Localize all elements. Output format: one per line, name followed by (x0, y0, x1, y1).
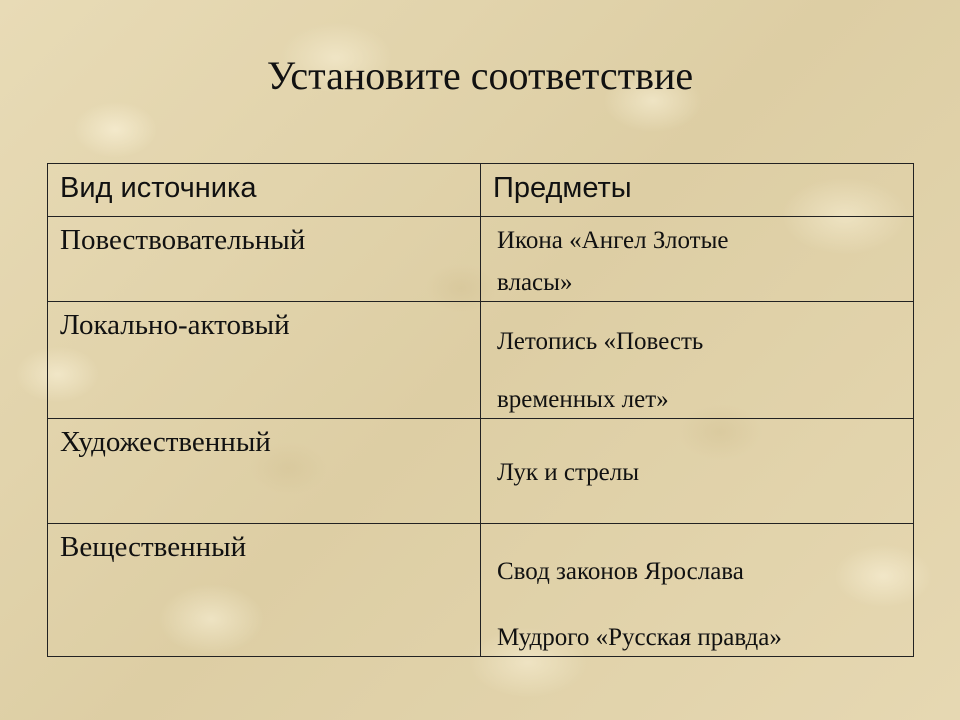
object-label-line1: Лук и стрелы (497, 459, 640, 486)
table-row (48, 217, 914, 302)
object-cell (481, 217, 914, 302)
object-cell (481, 419, 914, 524)
object-cell (481, 524, 914, 657)
object-cell (481, 302, 914, 419)
table-row (48, 419, 914, 524)
source-type-cell (48, 524, 481, 657)
source-type-cell (48, 302, 481, 419)
header-source-type-label: Вид источника (60, 172, 257, 204)
source-type-label: Художественный (60, 426, 271, 458)
table-header-row (48, 164, 914, 217)
slide-title: Установите соответствие (266, 53, 694, 98)
table-row (48, 524, 914, 657)
object-label-line2: власы» (497, 269, 573, 296)
source-type-label: Вещественный (60, 531, 247, 563)
object-label-line1: Летопись «Повесть (497, 328, 704, 355)
matching-table (47, 163, 914, 657)
table-row (48, 302, 914, 419)
object-label-line2: временных лет» (497, 386, 669, 413)
object-label-line2: Мудрого «Русская правда» (497, 624, 782, 651)
object-label-line1: Свод законов Ярослава (497, 558, 744, 585)
source-type-label: Локально-актовый (60, 309, 290, 341)
source-type-label: Повествовательный (60, 224, 306, 256)
object-label-line1: Икона «Ангел Злотые (497, 227, 729, 254)
source-type-cell (48, 217, 481, 302)
header-objects (481, 164, 914, 217)
source-type-cell (48, 419, 481, 524)
header-objects-label: Предметы (493, 172, 632, 204)
header-source-type (48, 164, 481, 217)
